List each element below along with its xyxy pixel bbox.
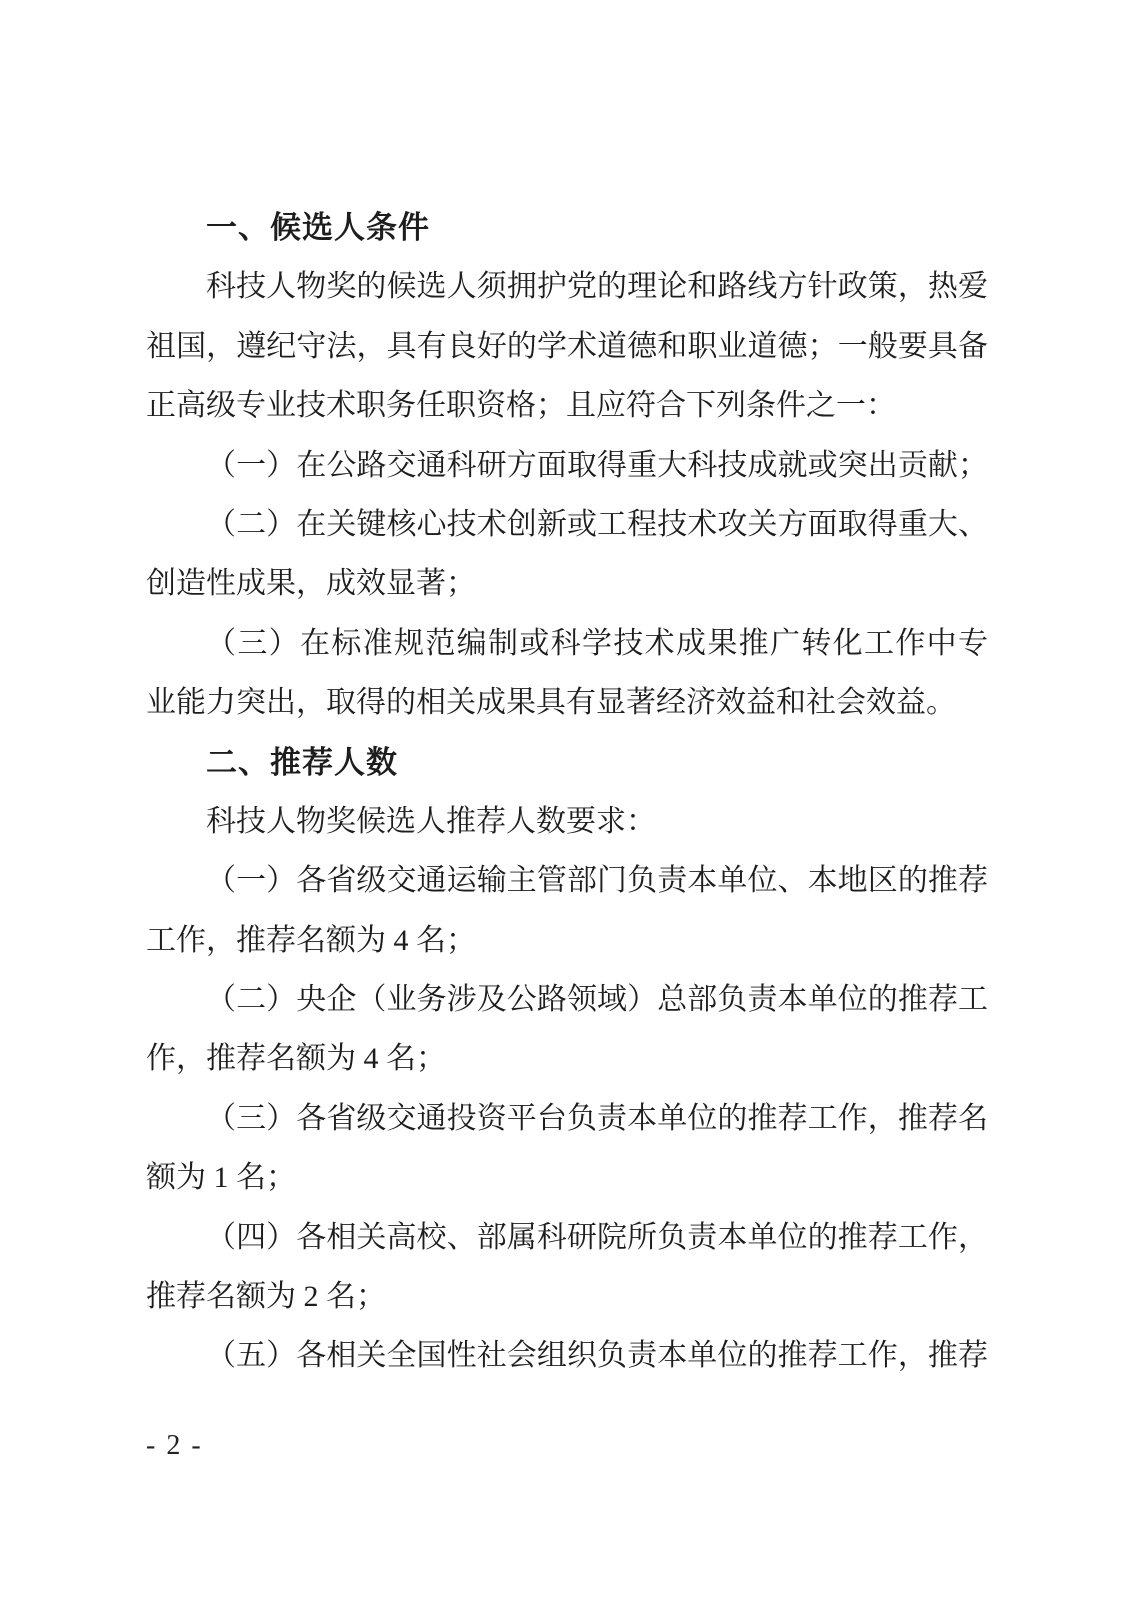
document-line: 推荐名额为 2 名； xyxy=(146,1280,386,1314)
document-line-item-4: （四）各相关高校、部属科研院所负责本单位的推荐工作， xyxy=(206,1220,988,1254)
document-line-item-5: （五）各相关全国性社会组织负责本单位的推荐工作，推荐 xyxy=(206,1339,988,1373)
document-line: 额为 1 名； xyxy=(146,1161,296,1195)
document-line: 创造性成果，成效显著； xyxy=(146,567,476,601)
document-line-item-3: （三）各省级交通投资平台负责本单位的推荐工作，推荐名 xyxy=(206,1101,988,1135)
document-body xyxy=(146,198,988,1386)
page-number: - 2 - xyxy=(146,1430,203,1461)
document-line-item-2: （二）央企（业务涉及公路领域）总部负责本单位的推荐工 xyxy=(206,983,988,1017)
document-line: 科技人物奖的候选人须拥护党的理论和路线方针政策，热爱 xyxy=(206,270,988,304)
document-line: 祖国，遵纪守法，具有良好的学术道德和职业道德；一般要具备 xyxy=(146,329,988,363)
section-heading-candidate-conditions: 一、候选人条件 xyxy=(206,210,430,245)
document-line: 作，推荐名额为 4 名； xyxy=(146,1042,446,1076)
section-heading-recommended-number: 二、推荐人数 xyxy=(206,744,398,780)
document-line: 工作，推荐名额为 4 名； xyxy=(146,923,476,957)
document-line: 正高级专业技术职务任职资格；且应符合下列条件之一： xyxy=(146,389,896,423)
document-line: 业能力突出，取得的相关成果具有显著经济效益和社会效益。 xyxy=(146,686,956,720)
document-line-item-1: （一）在公路交通科研方面取得重大科技成就或突出贡献； xyxy=(206,448,988,482)
document-line-item-3: （三）在标准规范编制或科学技术成果推广转化工作中专 xyxy=(206,626,988,660)
document-line-item-2: （二）在关键核心技术创新或工程技术攻关方面取得重大、 xyxy=(206,507,988,541)
document-line-item-1: （一）各省级交通运输主管部门负责本单位、本地区的推荐 xyxy=(206,864,988,898)
document-line: 科技人物奖候选人推荐人数要求： xyxy=(206,804,656,838)
